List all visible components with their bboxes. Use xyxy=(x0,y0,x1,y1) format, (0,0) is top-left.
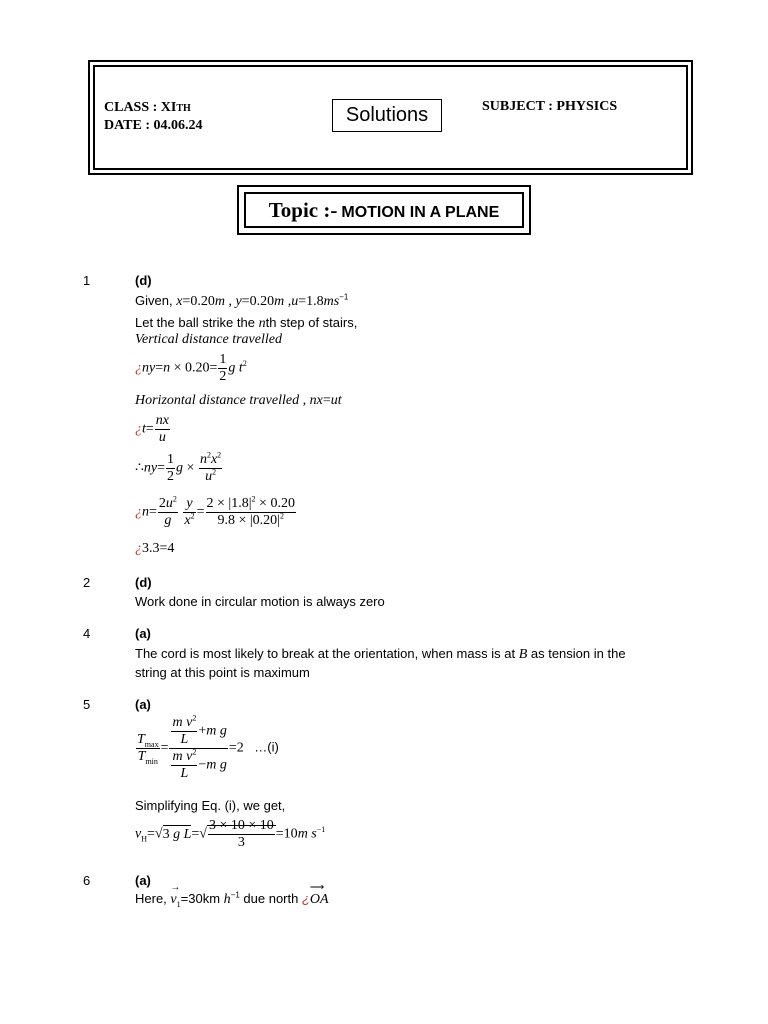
q6-here-line: Here, v → $_1$=30km $h^{-1}$ due north ¿OA ⟶ xyxy=(135,882,329,909)
question-number-4: 4 xyxy=(83,626,91,641)
q1-given-line: Given, x=0.20m , y=0.20m $,u=1.8ms^{-1}$ xyxy=(135,292,349,309)
q1-result: ¿3.3=4 xyxy=(135,541,175,556)
question-number-1: 1 xyxy=(83,273,91,288)
q2-text: Work done in circular motion is always zero xyxy=(135,594,385,609)
q1-eq-n: ¿n= $\frac{2u^2}{g}$ $\frac{y}{x^2}$ = $\frac{2 \times |1.8|^2 \times 0.20}{9.8 \times |0.20|^2}$ xyxy=(135,494,295,528)
topic-title: Topic :- MOTION IN A PLANE xyxy=(268,198,500,222)
q5-eq-tension-ratio: $\frac{T_{max}}{T_{min}}$ = $\frac{m v^2}{L}$ +m g $\frac{m v^2}{L}$ −m g =2 …(i) xyxy=(137,713,279,781)
question-number-5: 5 xyxy=(83,697,91,712)
question-number-6: 6 xyxy=(83,873,91,888)
q4-text-line1: The cord is most likely to break at the orientation, when mass is at B as tension in the xyxy=(135,646,626,662)
answer-1: (d) xyxy=(135,273,152,288)
q4-text-line2: string at this point is maximum xyxy=(135,665,310,680)
date-label: DATE : 04.06.24 xyxy=(104,118,203,133)
answer-2: (d) xyxy=(135,575,152,590)
q1-let-line: Let the ball strike the nth step of stairs, xyxy=(135,315,358,331)
q1-eq-time: ¿t= $\frac{nx}{u}$ xyxy=(135,413,170,445)
question-number-2: 2 xyxy=(83,575,91,590)
class-label: CLASS : XITH xyxy=(104,100,191,115)
q1-vertical-label: Vertical distance travelled xyxy=(135,332,282,347)
q1-horizontal-line: Horizontal distance travelled , nx=ut xyxy=(135,393,342,408)
answer-4: (a) xyxy=(135,626,151,641)
q5-eq-velocity: $v_H=√3$ g L=√ $\frac{3 \times 10 \times 10}{3}$ =10m $s^{-1}$ xyxy=(135,818,326,850)
answer-5: (a) xyxy=(135,697,151,712)
q1-eq-vertical: ¿ny=n × 0.20= $\frac{1}{2}$ g $t^2$ xyxy=(135,352,247,384)
q5-simplify: Simplifying Eq. (i), we get, xyxy=(135,798,286,813)
q1-eq-therefore: ∴ny= $\frac{1}{2}$ g × $\frac{n^2x^2}{u^2}$ xyxy=(135,450,222,484)
solutions-title: Solutions xyxy=(332,99,442,132)
answer-6: (a) xyxy=(135,873,151,888)
subject-label: SUBJECT : PHYSICS xyxy=(482,99,618,114)
